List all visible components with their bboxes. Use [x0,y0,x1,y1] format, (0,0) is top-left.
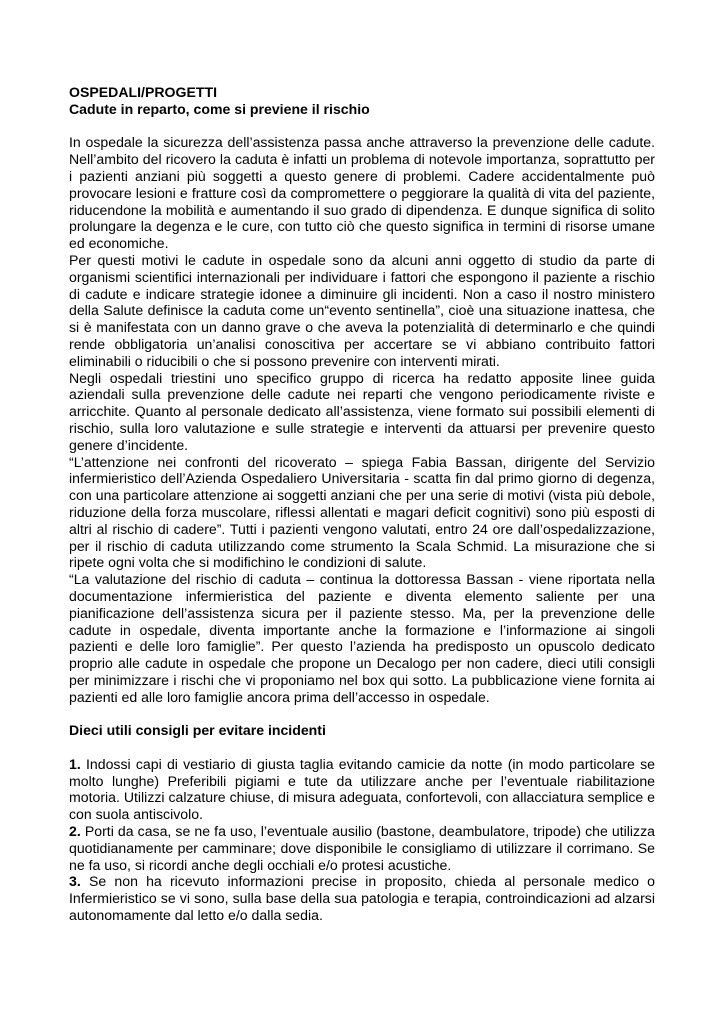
article-paragraph-4: “L’attenzione nei confronti del ricoverato – spiega Fabia Bassan, dirigente del Servizio infermieristico dell’Azienda Ospedaliero Universitaria - scatta fin dal primo giorno di degenza, con una particolare attenzione ai soggetti anziani che per una serie di motivi (vista più debole, riduzione della forza muscolare, riflessi allentati e magari deficit cognitivi) sono più esposti di altri al rischio di cadere”. Tutti i pazienti vengono valutati, entro 24 ore dall’ospedalizzazione, per il rischio di caduta utilizzando come strumento la Scala Schmid. La misurazione che si ripete ogni volta che si modifichino le condizioni di salute. [69,453,655,571]
spacer [69,705,655,722]
tip-number: 1. [69,755,81,772]
spacer [69,739,655,756]
article-title: Cadute in reparto, come si previene il rischio [69,100,370,117]
document-page [69,84,655,924]
tip-item-3 [69,873,655,923]
article-paragraph-5: “La valutazione del rischio di caduta – continua la dottoressa Bassan - viene riportata nella documentazione infermieristica del paziente e diventa elemento saliente per una pianificazione dell’assistenza sicura per il paziente stesso. Ma, per la prevenzione delle cadute in ospedale, diventa importante anche la formazione e l’informazione ai singoli pazienti e delle loro famiglie”. Per questo l’azienda ha predisposto un opuscolo dedicato proprio alle cadute in ospedale che propone un Decalogo per non cadere, dieci utili consigli per minimizzare i rischi che vi proponiamo nel box qui sotto. La pubblicazione viene fornita ai pazienti ed alle loro famiglie ancora prima dell’accesso in ospedale. [69,571,655,705]
section-label: OSPEDALI/PROGETTI [69,84,217,100]
spacer [69,118,655,135]
tip-number: 3. [69,873,81,890]
tip-number: 2. [69,823,81,840]
tips-heading: Dieci utili consigli per evitare incidenti [69,722,326,739]
article-paragraph-2: Per questi motivi le cadute in ospedale sono da alcuni anni oggetto di studio da parte di organismi scientifici internazionali per individuare i fattori che espongono il paziente a rischio di cadute e indicare strategie idonee a diminuire gli incidenti. Non a caso il nostro ministero della Salute definisce la caduta come un“evento sentinella”, cioè una situazione inattesa, che si è manifestata con un danno grave o che aveva la potenzialità di determinarlo e che quindi rende obbligatoria un’analisi conoscitiva per accertare se vi abbiano contribuito fattori eliminabili o riducibili o che si possono prevenire con interventi mirati. [69,251,655,369]
tip-text: Indossi capi di vestiario di giusta taglia evitando camicie da notte (in modo particolare se molto lunghe) Preferibili pigiami e tute da utilizzare anche per l’eventuale riabilitazione motoria. Utilizzi calzature chiuse, di misura adeguata, confortevoli, con allacciatura semplice e con suola antiscivolo. [69,755,655,823]
tip-item-1 [69,756,655,823]
tip-item-2 [69,823,655,873]
article-paragraph-1: In ospedale la sicurezza dell’assistenza passa anche attraverso la prevenzione delle cadute. Nell’ambito del ricovero la caduta è infatti un problema di notevole importanza, soprattutto per i pazienti anziani più soggetti a questo genere di problemi. Cadere accidentalmente può provocare lesioni e fratture così da compromettere o peggiorare la qualità di vita del paziente, riducendone la mobilità e aumentando il suo grado di dipendenza. E dunque significa di solito prolungare la degenza e le cure, con tutto ciò che questo significa in termini di risorse umane ed economiche. [69,134,655,252]
tip-text: Porti da casa, se ne fa uso, l’eventuale ausilio (bastone, deambulatore, tripode) che utilizza quotidianamente per camminare; dove disponibile le consigliamo di utilizzare il corrimano. Se ne fa uso, si ricordi anche degli occhiali e/o protesi acustiche. [69,823,655,873]
article-paragraph-3: Negli ospedali triestini uno specifico gruppo di ricerca ha redatto apposite linee guida aziendali sulla prevenzione delle cadute nei reparti che vengono periodicamente riviste e arricchite. Quanto al personale dedicato all’assistenza, viene formato sui possibili elementi di rischio, sulla loro valutazione e sulle strategie e interventi da attuarsi per prevenire questo genere d’incidente. [69,369,655,453]
tip-text: Se non ha ricevuto informazioni precise in proposito, chieda al personale medico o Infermieristico se vi sono, sulla base della sua patologia e terapia, controindicazioni ad alzarsi autonomamente dal letto e/o dalla sedia. [69,873,655,924]
